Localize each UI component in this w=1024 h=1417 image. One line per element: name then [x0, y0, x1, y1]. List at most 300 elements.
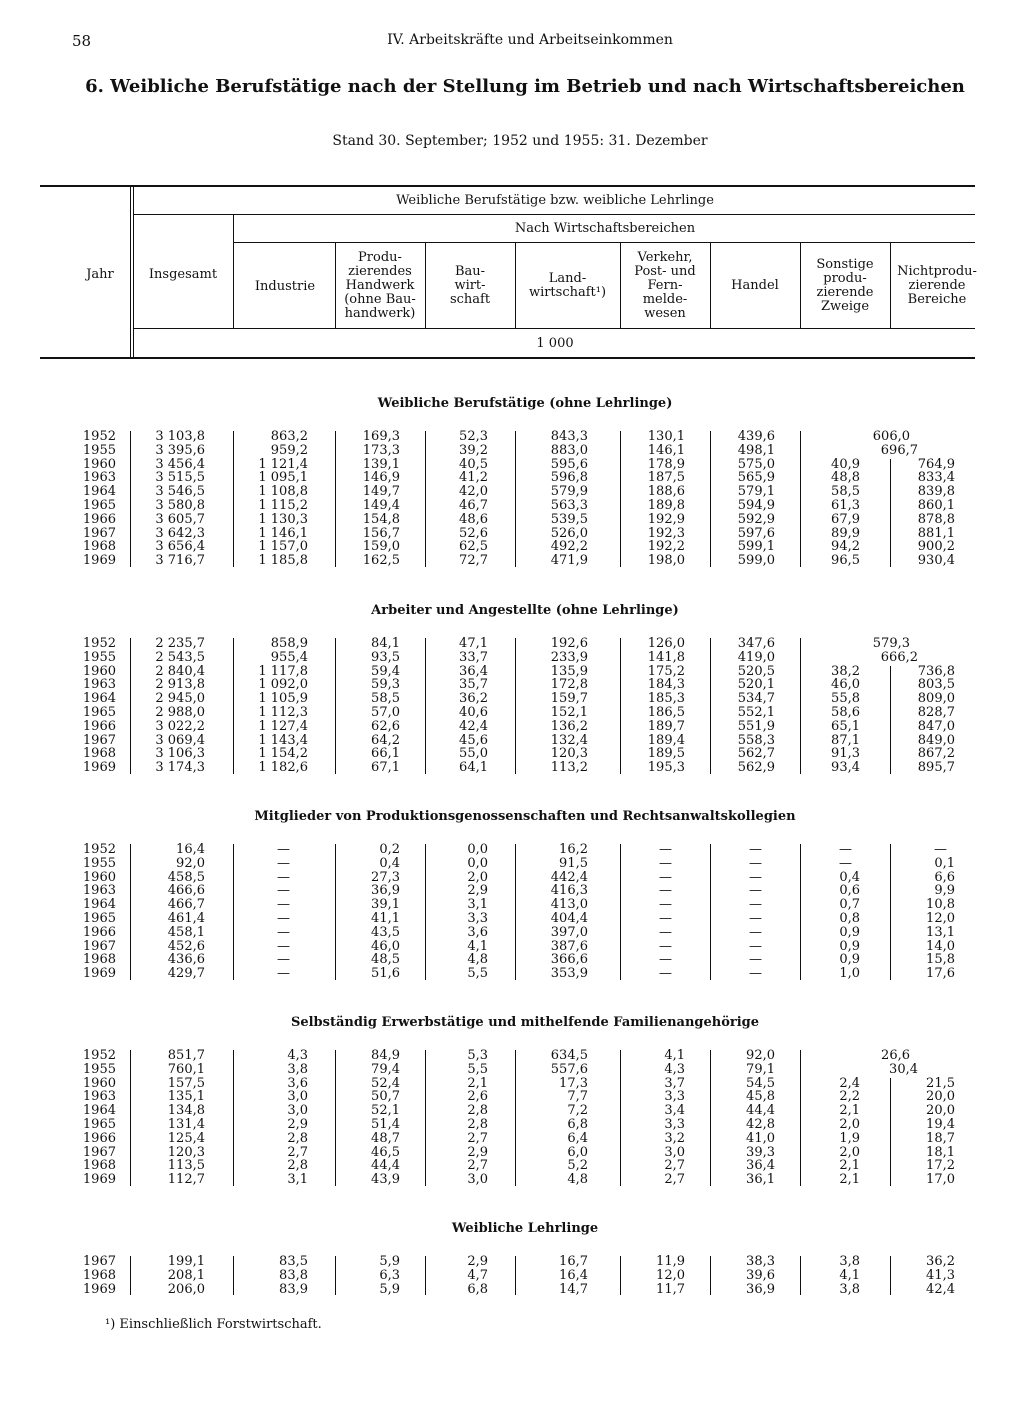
col-header-subgroup: Nach Wirtschaftsbereichen — [514, 220, 696, 236]
cell-verk: 187,5 — [647, 470, 685, 486]
cell-handel: 552,1 — [737, 705, 775, 720]
cell-year: 1955 — [82, 855, 116, 871]
cell-sonst: 1,0 — [839, 966, 860, 982]
cell-nicht: 849,0 — [917, 732, 955, 748]
cell-land: 579,9 — [550, 484, 588, 500]
cell-ins: 157,5 — [167, 1075, 205, 1091]
table-row — [0, 706, 1000, 720]
cell-bau: 64,1 — [459, 760, 488, 776]
cell-nicht: 19,4 — [926, 1117, 955, 1132]
cell-sonst: 48,8 — [831, 470, 860, 486]
cell-year: 1965 — [82, 498, 116, 513]
col-header-handwerk: Produ- zierendes Handwerk (ohne Bau- handwerk) — [344, 250, 416, 321]
cell-bau: 2,8 — [467, 1117, 488, 1132]
cell-handel: 592,9 — [737, 511, 775, 527]
cell-handel: 439,6 — [737, 429, 775, 444]
table-row — [0, 720, 1000, 734]
cell-land: 16,4 — [559, 1267, 588, 1283]
cell-nicht: 41,3 — [926, 1267, 955, 1283]
cell-verk: 12,0 — [656, 1267, 685, 1283]
cell-ind: 1 185,8 — [258, 553, 308, 569]
cell-ind: — — [277, 855, 290, 871]
cell-nicht: 18,1 — [926, 1144, 955, 1160]
header-vrule-2 — [233, 214, 234, 328]
cell-sonst: 0,7 — [839, 897, 860, 913]
cell-land: 233,9 — [550, 649, 588, 665]
cell-land: 404,4 — [550, 911, 588, 926]
cell-hw: 156,7 — [362, 525, 400, 541]
cell-sonst: 0,9 — [839, 938, 860, 954]
cell-handel: 594,9 — [737, 498, 775, 513]
cell-land: 5,2 — [567, 1158, 588, 1174]
cell-verk: 186,5 — [647, 705, 685, 720]
table-row — [0, 444, 1000, 458]
cell-sonst: 94,2 — [831, 539, 860, 555]
cell-handel: 562,9 — [737, 760, 775, 776]
cell-bau: 40,6 — [459, 705, 488, 720]
cell-nicht: 867,2 — [917, 746, 955, 762]
cell-nicht: 18,7 — [926, 1130, 955, 1146]
cell-land: 413,0 — [550, 897, 588, 913]
cell-year: 1966 — [82, 718, 116, 734]
cell-sonst: 89,9 — [831, 525, 860, 541]
cell-ins: 199,1 — [167, 1254, 205, 1269]
cell-bau: 2,9 — [467, 1254, 488, 1269]
cell-verk: 189,4 — [647, 732, 685, 748]
cell-hw: 93,5 — [371, 649, 400, 665]
cell-ins: 2 543,5 — [155, 649, 205, 665]
cell-year: 1964 — [82, 691, 116, 707]
cell-year: 1955 — [82, 442, 116, 458]
cell-ins: 3 716,7 — [155, 553, 205, 569]
cell-bau: 62,5 — [459, 539, 488, 555]
cell-ins: 208,1 — [167, 1267, 205, 1283]
cell-merged-sonst-nicht: 26,6 — [881, 1048, 910, 1063]
cell-ins: 461,4 — [167, 911, 205, 926]
cell-ins: 113,5 — [167, 1158, 205, 1174]
cell-ind: — — [277, 897, 290, 913]
cell-land: 416,3 — [550, 883, 588, 899]
cell-ind: 3,1 — [287, 1172, 308, 1188]
cell-ins: 3 174,3 — [155, 760, 205, 776]
cell-land: 132,4 — [550, 732, 588, 748]
cell-year: 1967 — [82, 732, 116, 748]
cell-ins: 120,3 — [167, 1144, 205, 1160]
cell-bau: 2,8 — [467, 1103, 488, 1119]
cell-year: 1952 — [82, 842, 116, 857]
cell-hw: 46,0 — [371, 938, 400, 954]
cell-bau: 40,5 — [459, 456, 488, 472]
cell-verk: 192,9 — [647, 511, 685, 527]
cell-hw: 154,8 — [362, 511, 400, 527]
cell-ins: 3 103,8 — [155, 429, 205, 444]
cell-year: 1963 — [82, 470, 116, 486]
table-row — [0, 857, 1000, 871]
section-title: Arbeiter und Angestellte (ohne Lehrlinge) — [371, 603, 679, 618]
cell-verk: 2,7 — [664, 1172, 685, 1188]
cell-ind: 1 146,1 — [258, 525, 308, 541]
table-row — [0, 1132, 1000, 1146]
cell-ind: 1 130,3 — [258, 511, 308, 527]
cell-verk: — — [659, 883, 672, 899]
cell-ins: 135,1 — [167, 1089, 205, 1105]
cell-handel: 38,3 — [746, 1254, 775, 1269]
cell-bau: 52,3 — [459, 429, 488, 444]
cell-ind: 83,5 — [279, 1254, 308, 1269]
cell-handel: 36,4 — [746, 1158, 775, 1174]
cell-ins: 2 988,0 — [155, 705, 205, 720]
cell-ins: 466,7 — [167, 897, 205, 913]
cell-verk: 3,7 — [664, 1075, 685, 1091]
cell-handel: — — [749, 842, 762, 857]
cell-verk: — — [659, 855, 672, 871]
cell-handel: 520,5 — [737, 663, 775, 679]
table-row — [0, 651, 1000, 665]
cell-ind: 1 105,9 — [258, 691, 308, 707]
cell-handel: — — [749, 938, 762, 954]
cell-bau: 2,1 — [467, 1075, 488, 1091]
cell-bau: 3,3 — [467, 911, 488, 926]
cell-ins: 2 945,0 — [155, 691, 205, 707]
cell-ind: — — [277, 966, 290, 982]
cell-bau: 2,9 — [467, 1144, 488, 1160]
cell-ind: 1 095,1 — [258, 470, 308, 486]
cell-merged-sonst-nicht: 30,4 — [889, 1061, 918, 1077]
cell-verk: 184,3 — [647, 677, 685, 693]
cell-bau: 2,9 — [467, 883, 488, 899]
cell-hw: 59,3 — [371, 677, 400, 693]
cell-nicht: 10,8 — [926, 897, 955, 913]
cell-year: 1955 — [82, 649, 116, 665]
cell-handel: 79,1 — [746, 1061, 775, 1077]
cell-bau: 4,7 — [467, 1267, 488, 1283]
cell-nicht: 930,4 — [917, 553, 955, 569]
cell-nicht: 21,5 — [926, 1075, 955, 1091]
cell-handel: 45,8 — [746, 1089, 775, 1105]
cell-verk: 192,2 — [647, 539, 685, 555]
cell-ind: 3,8 — [287, 1061, 308, 1077]
chapter-heading: IV. Arbeitskräfte und Arbeitseinkommen — [387, 32, 673, 48]
cell-handel: 579,1 — [737, 484, 775, 500]
cell-land: 17,3 — [559, 1075, 588, 1091]
cell-land: 596,8 — [550, 470, 588, 486]
cell-hw: 84,1 — [371, 636, 400, 651]
cell-handel: 520,1 — [737, 677, 775, 693]
cell-land: 843,3 — [550, 429, 588, 444]
cell-handel: 36,9 — [746, 1281, 775, 1297]
cell-verk: 11,9 — [656, 1254, 685, 1269]
cell-hw: 149,4 — [362, 498, 400, 513]
cell-sonst: 46,0 — [831, 677, 860, 693]
cell-land: 442,4 — [550, 869, 588, 885]
cell-handel: 599,1 — [737, 539, 775, 555]
cell-verk: — — [659, 897, 672, 913]
cell-sonst: — — [839, 842, 852, 857]
cell-nicht: — — [934, 842, 947, 857]
cell-bau: 4,8 — [467, 952, 488, 968]
cell-handel: 562,7 — [737, 746, 775, 762]
cell-verk: — — [659, 966, 672, 982]
cell-sonst: 3,8 — [839, 1281, 860, 1297]
col-header-nichtproduzierende: Nichtprodu- zierende Bereiche — [897, 264, 977, 307]
cell-year: 1969 — [82, 1172, 116, 1188]
cell-land: 152,1 — [550, 705, 588, 720]
cell-land: 563,3 — [550, 498, 588, 513]
cell-nicht: 809,0 — [917, 691, 955, 707]
cell-ind: 1 092,0 — [258, 677, 308, 693]
cell-land: 159,7 — [550, 691, 588, 707]
cell-hw: 159,0 — [362, 539, 400, 555]
cell-sonst: 0,9 — [839, 924, 860, 940]
table-row — [0, 430, 1000, 444]
cell-bau: 2,7 — [467, 1158, 488, 1174]
cell-year: 1966 — [82, 511, 116, 527]
cell-bau: 0,0 — [467, 855, 488, 871]
cell-land: 136,2 — [550, 718, 588, 734]
table-row — [0, 1173, 1000, 1187]
cell-verk: — — [659, 842, 672, 857]
table-row — [0, 1063, 1000, 1077]
cell-verk: 198,0 — [647, 553, 685, 569]
cell-ind: — — [277, 938, 290, 954]
cell-hw: 52,1 — [371, 1103, 400, 1119]
cell-nicht: 36,2 — [926, 1254, 955, 1269]
cell-verk: 189,5 — [647, 746, 685, 762]
cell-year: 1967 — [82, 1254, 116, 1269]
cell-bau: 46,7 — [459, 498, 488, 513]
cell-sonst: 67,9 — [831, 511, 860, 527]
cell-hw: 5,9 — [379, 1254, 400, 1269]
cell-hw: 84,9 — [371, 1048, 400, 1063]
cell-handel: — — [749, 883, 762, 899]
cell-verk: 3,4 — [664, 1103, 685, 1119]
cell-handel: — — [749, 924, 762, 940]
cell-year: 1960 — [82, 869, 116, 885]
table-row — [0, 1269, 1000, 1283]
cell-ins: 16,4 — [176, 842, 205, 857]
col-header-jahr: Jahr — [86, 267, 114, 282]
col-header-bauwirtschaft: Bau- wirt- schaft — [449, 264, 491, 307]
cell-sonst: 1,9 — [839, 1130, 860, 1146]
cell-verk: — — [659, 869, 672, 885]
cell-year: 1968 — [82, 746, 116, 762]
cell-handel: 597,6 — [737, 525, 775, 541]
cell-nicht: 839,8 — [917, 484, 955, 500]
cell-ind: 1 121,4 — [258, 456, 308, 472]
cell-ind: — — [277, 842, 290, 857]
cell-ins: 760,1 — [167, 1061, 205, 1077]
cell-hw: 0,2 — [379, 842, 400, 857]
cell-nicht: 736,8 — [917, 663, 955, 679]
cell-hw: 41,1 — [371, 911, 400, 926]
cell-ins: 2 235,7 — [155, 636, 205, 651]
cell-year: 1969 — [82, 760, 116, 776]
cell-ind: 1 143,4 — [258, 732, 308, 748]
cell-bau: 6,8 — [467, 1281, 488, 1297]
cell-hw: 27,3 — [371, 869, 400, 885]
cell-verk: 189,8 — [647, 498, 685, 513]
cell-handel: 92,0 — [746, 1048, 775, 1063]
cell-land: 397,0 — [550, 924, 588, 940]
cell-bau: 35,7 — [459, 677, 488, 693]
cell-land: 387,6 — [550, 938, 588, 954]
section-title: Weibliche Berufstätige (ohne Lehrlinge) — [377, 396, 673, 411]
cell-land: 526,0 — [550, 525, 588, 541]
cell-ins: 3 069,4 — [155, 732, 205, 748]
cell-hw: 66,1 — [371, 746, 400, 762]
cell-ind: 1 108,8 — [258, 484, 308, 500]
cell-verk: 126,0 — [647, 636, 685, 651]
cell-handel: 534,7 — [737, 691, 775, 707]
cell-year: 1963 — [82, 1089, 116, 1105]
cell-nicht: 20,0 — [926, 1089, 955, 1105]
cell-hw: 162,5 — [362, 553, 400, 569]
section-title: Weibliche Lehrlinge — [451, 1221, 599, 1236]
cell-sonst: 93,4 — [831, 760, 860, 776]
cell-nicht: 15,8 — [926, 952, 955, 968]
table-row — [0, 1283, 1000, 1297]
cell-hw: 62,6 — [371, 718, 400, 734]
cell-ind: 2,8 — [287, 1158, 308, 1174]
cell-land: 16,7 — [559, 1254, 588, 1269]
footnote: ¹) Einschließlich Forstwirtschaft. — [105, 1317, 322, 1332]
cell-ins: 429,7 — [167, 966, 205, 982]
cell-ins: 458,5 — [167, 869, 205, 885]
cell-nicht: 895,7 — [917, 760, 955, 776]
cell-ind: — — [277, 952, 290, 968]
table-row — [0, 637, 1000, 651]
cell-hw: 51,4 — [371, 1117, 400, 1132]
cell-sonst: 65,1 — [831, 718, 860, 734]
cell-ind: 955,4 — [270, 649, 308, 665]
cell-bau: 33,7 — [459, 649, 488, 665]
cell-handel: — — [749, 952, 762, 968]
cell-ins: 436,6 — [167, 952, 205, 968]
col-header-handel: Handel — [731, 278, 779, 293]
cell-nicht: 881,1 — [917, 525, 955, 541]
col-header-industrie: Industrie — [254, 279, 316, 294]
cell-sonst: 91,3 — [831, 746, 860, 762]
header-subgroup-rule — [233, 242, 975, 243]
cell-ind: 863,2 — [270, 429, 308, 444]
cell-hw: 52,4 — [371, 1075, 400, 1091]
cell-hw: 43,9 — [371, 1172, 400, 1188]
cell-verk: 188,6 — [647, 484, 685, 500]
cell-sonst: 0,8 — [839, 911, 860, 926]
cell-sonst: 0,9 — [839, 952, 860, 968]
header-bottom-rule — [40, 357, 975, 359]
table-title: 6. Weibliche Berufstätige nach der Stellung im Betrieb und nach Wirtschaftsbereichen — [85, 76, 965, 97]
cell-year: 1960 — [82, 456, 116, 472]
table-row — [0, 499, 1000, 513]
cell-verk: 185,3 — [647, 691, 685, 707]
cell-bau: 36,4 — [459, 663, 488, 679]
cell-ind: 83,8 — [279, 1267, 308, 1283]
cell-nicht: 6,6 — [934, 869, 955, 885]
cell-handel: — — [749, 966, 762, 982]
cell-hw: 149,7 — [362, 484, 400, 500]
cell-handel: 41,0 — [746, 1130, 775, 1146]
cell-year: 1960 — [82, 1075, 116, 1091]
cell-verk: 192,3 — [647, 525, 685, 541]
cell-year: 1966 — [82, 924, 116, 940]
cell-sonst: 2,1 — [839, 1103, 860, 1119]
cell-hw: 48,5 — [371, 952, 400, 968]
cell-land: 172,8 — [550, 677, 588, 693]
cell-nicht: 13,1 — [926, 924, 955, 940]
cell-ind: — — [277, 924, 290, 940]
cell-year: 1960 — [82, 663, 116, 679]
cell-handel: 347,6 — [737, 636, 775, 651]
cell-ind: 83,9 — [279, 1281, 308, 1297]
cell-year: 1952 — [82, 1048, 116, 1063]
cell-verk: — — [659, 911, 672, 926]
cell-nicht: 764,9 — [917, 456, 955, 472]
cell-ins: 3 456,4 — [155, 456, 205, 472]
cell-ins: 112,7 — [167, 1172, 205, 1188]
cell-verk: 3,2 — [664, 1130, 685, 1146]
cell-handel: 54,5 — [746, 1075, 775, 1091]
cell-merged-sonst-nicht: 666,2 — [880, 649, 918, 665]
cell-nicht: 878,8 — [917, 511, 955, 527]
cell-sonst: 38,2 — [831, 663, 860, 679]
cell-verk: — — [659, 924, 672, 940]
cell-handel: 36,1 — [746, 1172, 775, 1188]
cell-land: 6,4 — [567, 1130, 588, 1146]
cell-ins: 206,0 — [167, 1281, 205, 1297]
cell-year: 1952 — [82, 636, 116, 651]
cell-year: 1968 — [82, 952, 116, 968]
cell-hw: 44,4 — [371, 1158, 400, 1174]
cell-land: 353,9 — [550, 966, 588, 982]
cell-sonst: 58,6 — [831, 705, 860, 720]
cell-hw: 36,9 — [371, 883, 400, 899]
cell-bau: 52,6 — [459, 525, 488, 541]
cell-handel: 44,4 — [746, 1103, 775, 1119]
cell-ins: 452,6 — [167, 938, 205, 954]
table-row — [0, 1255, 1000, 1269]
cell-land: 7,7 — [567, 1089, 588, 1105]
cell-land: 595,6 — [550, 456, 588, 472]
cell-land: 539,5 — [550, 511, 588, 527]
cell-nicht: 17,0 — [926, 1172, 955, 1188]
cell-sonst: 2,1 — [839, 1172, 860, 1188]
cell-sonst: 3,8 — [839, 1254, 860, 1269]
cell-ind: 2,9 — [287, 1117, 308, 1132]
table-subtitle: Stand 30. September; 1952 und 1955: 31. Dezember — [332, 133, 708, 149]
cell-sonst: 0,4 — [839, 869, 860, 885]
table-row — [0, 912, 1000, 926]
cell-ind: 2,8 — [287, 1130, 308, 1146]
cell-nicht: 0,1 — [934, 855, 955, 871]
cell-verk: — — [659, 952, 672, 968]
cell-hw: 5,9 — [379, 1281, 400, 1297]
cell-nicht: 17,6 — [926, 966, 955, 982]
cell-handel: 419,0 — [737, 649, 775, 665]
col-header-sonstige: Sonstige produ- zierende Zweige — [816, 257, 874, 314]
cell-ins: 3 022,2 — [155, 718, 205, 734]
cell-handel: 575,0 — [737, 456, 775, 472]
cell-ins: 3 395,6 — [155, 442, 205, 458]
cell-sonst: 87,1 — [831, 732, 860, 748]
cell-bau: 36,2 — [459, 691, 488, 707]
cell-verk: 189,7 — [647, 718, 685, 734]
cell-sonst: 2,2 — [839, 1089, 860, 1105]
cell-ind: 1 182,6 — [258, 760, 308, 776]
cell-bau: 41,2 — [459, 470, 488, 486]
table-row — [0, 1049, 1000, 1063]
table-row — [0, 967, 1000, 981]
